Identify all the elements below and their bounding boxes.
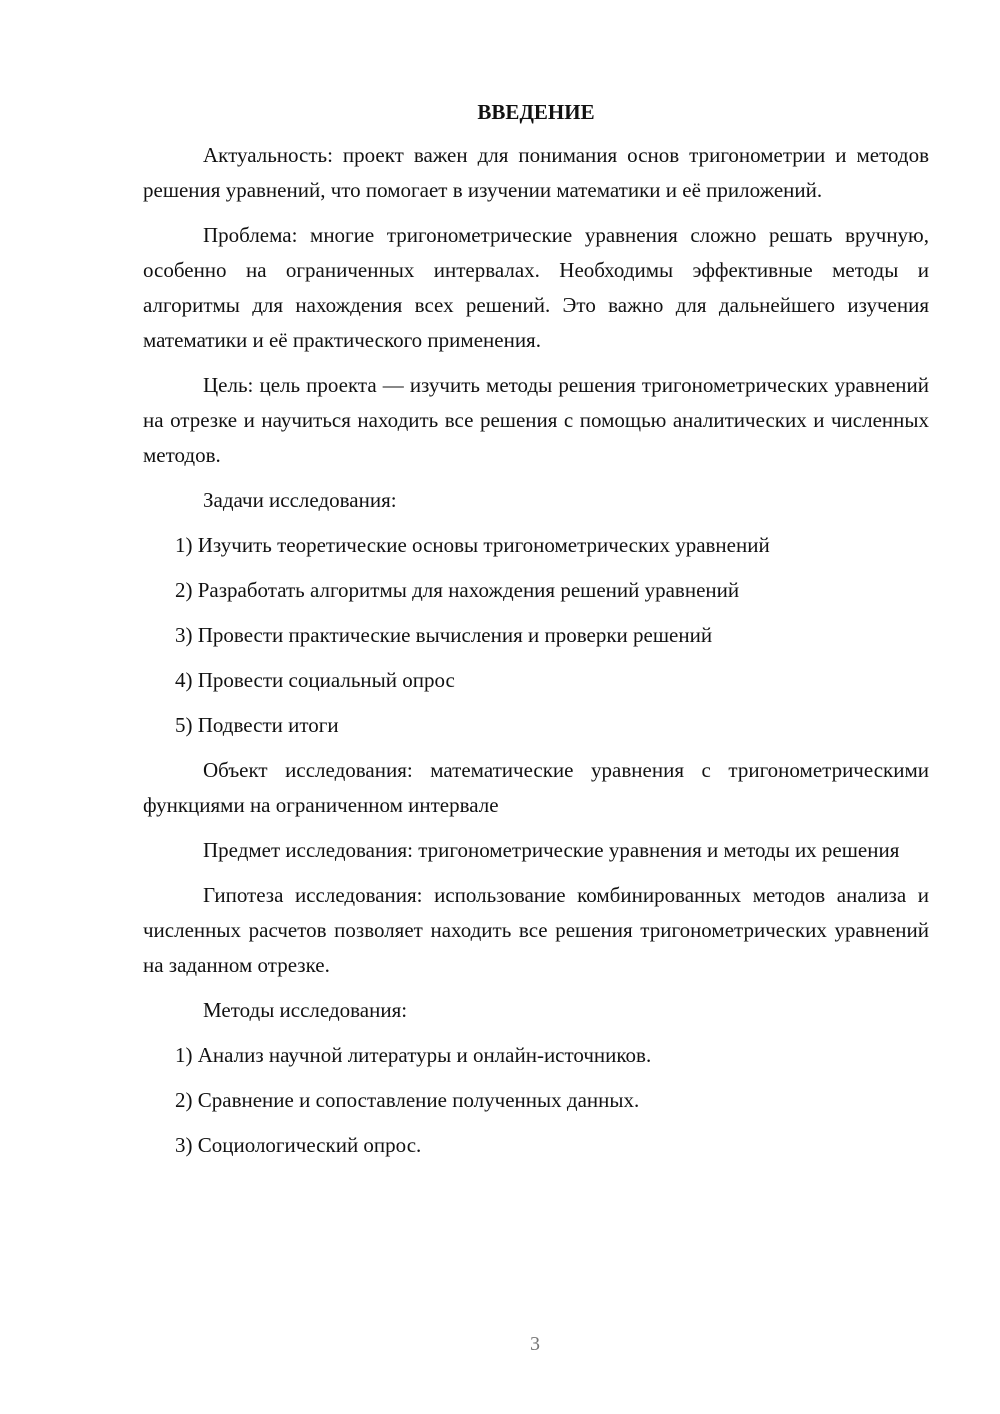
- tasks-heading: Задачи исследования:: [203, 488, 397, 512]
- object-paragraph: Объект исследования: математические уравнения с тригонометрическими функциями на ограниченном интервале: [143, 758, 929, 817]
- methods-list: [143, 1038, 929, 1163]
- goal-paragraph: Цель: цель проекта — изучить методы решения тригонометрических уравнений на отрезке и научиться находить все решения с помощью аналитических и численных методов.: [143, 373, 929, 467]
- page-number: 3: [530, 1333, 540, 1355]
- list-item: 5) Подвести итоги: [175, 713, 339, 737]
- problem-paragraph: Проблема: многие тригонометрические уравнения сложно решать вручную, особенно на ограниченных интервалах. Необходимы эффективные методы и алгоритмы для нахождения всех решений. Это важно для дальнейшего изучения математики и её практического применения.: [143, 223, 929, 352]
- subject-paragraph: Предмет исследования: тригонометрические уравнения и методы их решения: [203, 838, 900, 862]
- list-item: 1) Анализ научной литературы и онлайн-источников.: [175, 1043, 652, 1067]
- list-item: 2) Сравнение и сопоставление полученных данных.: [175, 1088, 640, 1112]
- list-item: 3) Провести практические вычисления и проверки решений: [175, 623, 713, 647]
- list-item: 4) Провести социальный опрос: [175, 668, 455, 692]
- list-item: 3) Социологический опрос.: [175, 1133, 422, 1157]
- page-title: ВВЕДЕНИЕ: [477, 100, 595, 124]
- list-item: 2) Разработать алгоритмы для нахождения решений уравнений: [175, 578, 740, 602]
- tasks-list: [143, 528, 929, 743]
- methods-heading: Методы исследования:: [203, 998, 408, 1022]
- relevance-paragraph: Актуальность: проект важен для понимания основ тригонометрии и методов решения уравнений, что помогает в изучении математики и её приложений.: [143, 143, 929, 202]
- list-item: 1) Изучить теоретические основы тригонометрических уравнений: [175, 533, 770, 557]
- document-page: [143, 96, 929, 1173]
- hypothesis-paragraph: Гипотеза исследования: использование комбинированных методов анализа и численных расчетов позволяет находить все решения тригонометрических уравнений на заданном отрезке.: [143, 883, 929, 977]
